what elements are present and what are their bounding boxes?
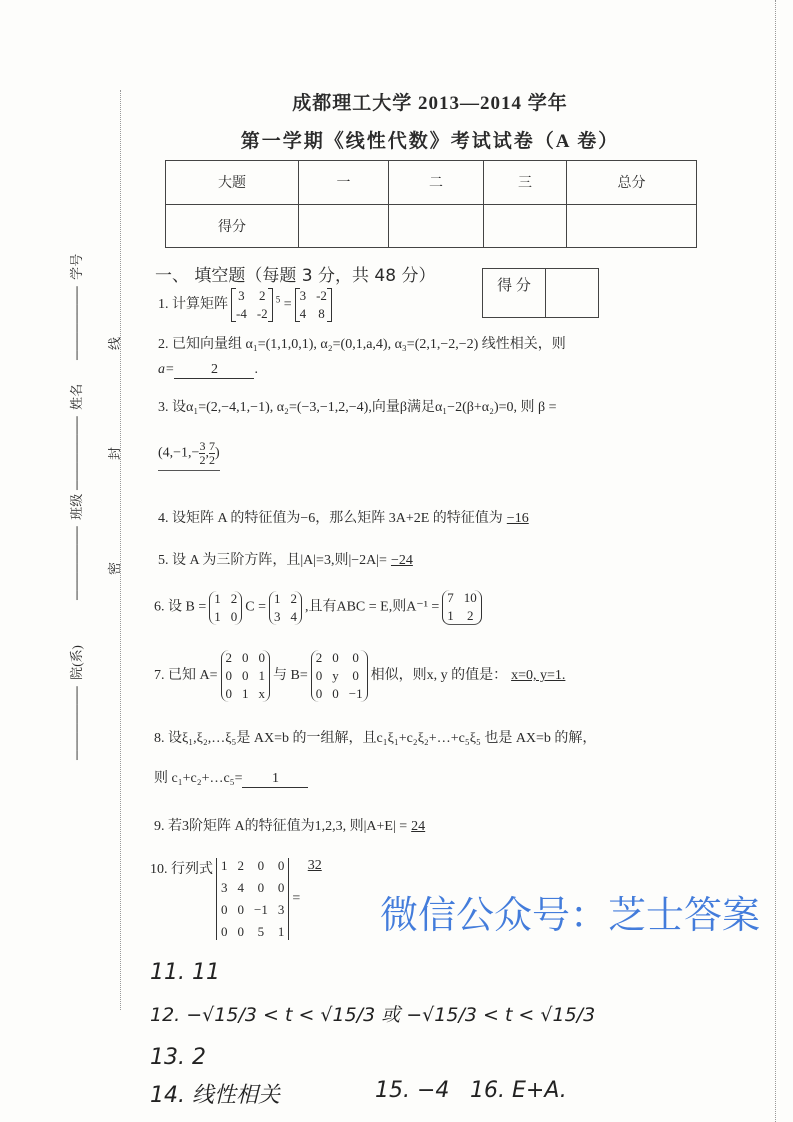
score-cell — [484, 204, 567, 248]
question-text: 10. 行列式 — [150, 862, 213, 877]
matrix-cell: 2 — [225, 650, 233, 665]
exam-title: 成都理工大学 2013—2014 学年 — [292, 93, 568, 114]
matrix-cell: 0 — [352, 650, 359, 665]
seal-label: 封 — [107, 446, 122, 460]
question-3: 3. 设α₁=(2,−4,1,−1), α₂=(−3,−1,2,−4),向量β满足α₁−2(β+α₂)=0, 则 β = — [158, 400, 557, 415]
section-score-box — [482, 268, 599, 318]
matrix-cell: 2 — [237, 858, 244, 873]
col-total: 总分 — [567, 161, 697, 205]
question-text: 7. 已知 A= — [154, 668, 218, 684]
handwritten-answer-12: 12. −√15/3 < t < √15/3 或 −√15/3 < t < √15/3 — [150, 1004, 596, 1026]
score-cell — [299, 204, 389, 248]
margin-department: ──────── 院(系) — [69, 645, 84, 760]
matrix-cell: 1 — [273, 590, 281, 606]
col-2: 二 — [389, 161, 484, 205]
numerator: 3 — [199, 439, 206, 453]
handwritten-answer-11: 11. 11 — [150, 960, 220, 985]
exponent: 5 — [275, 294, 281, 305]
answer: 24 — [411, 819, 426, 834]
question-3-answer: (4,−1,− $\frac{3}{2}$ , $\frac{7}{2}$ ) — [158, 440, 220, 471]
answer-part: ) — [214, 445, 220, 461]
matrix-cell: 0 — [315, 686, 323, 701]
matrix-cell: 0 — [277, 858, 285, 873]
matrix-cell: 3 — [299, 288, 307, 303]
matrix-cell: 1 — [242, 686, 249, 701]
matrix-cell: 0 — [332, 650, 339, 665]
seal-line-label: 线 — [107, 336, 122, 350]
matrix-cell: 0 — [332, 686, 339, 701]
matrix-cell: 1 — [214, 608, 221, 624]
matrix — [442, 590, 482, 625]
question-text: 6. 设 B = — [154, 599, 207, 615]
matrix-cell: 10 — [463, 590, 477, 605]
matrix-cell: y — [332, 668, 339, 683]
matrix-cell: 0 — [277, 880, 285, 895]
matrix-cell: 0 — [257, 858, 265, 873]
question-8: 8. 设ξ₁,ξ₂,…ξ₅是 AX=b 的一组解，且c₁ξ₁+c₂ξ₂+…+c₅ξ₅ 也是 AX=b 的解， — [154, 731, 597, 746]
matrix-cell: -2 — [256, 306, 268, 321]
col-3: 三 — [484, 161, 567, 205]
matrix-cell: 0 — [257, 880, 265, 895]
row-label: 大题 — [166, 161, 299, 205]
section-heading: 一、 填空题（每题 3 分，共 48 分） — [155, 266, 436, 286]
matrix — [295, 288, 332, 322]
question-text: 9. 若3阶矩阵 A的特征值为1,2,3, 则|A+E| = — [154, 819, 408, 834]
handwritten-answer-13: 13. 2 — [150, 1045, 206, 1070]
matrix-cell: 4 — [290, 608, 297, 624]
matrix-cell: 0 — [237, 924, 244, 939]
matrix-cell: 0 — [221, 902, 228, 917]
matrix-cell: 0 — [225, 668, 233, 683]
seal-dense-label: 密 — [107, 561, 122, 575]
question-5 — [158, 549, 417, 569]
matrix-cell: 3 — [238, 288, 245, 303]
equals: = — [292, 891, 301, 907]
question-6 — [154, 590, 485, 625]
matrix — [221, 650, 271, 702]
binding-line — [120, 90, 121, 1010]
matrix-cell: x — [258, 686, 266, 701]
matrix-cell: 3 — [221, 880, 228, 895]
matrix — [231, 288, 273, 322]
matrix — [209, 591, 242, 625]
matrix-cell: 4 — [237, 880, 244, 895]
matrix-cell: 7 — [447, 590, 454, 605]
question-text: 1. 计算矩阵 — [158, 297, 228, 313]
question-10 — [150, 858, 326, 940]
question-text: 5. 设 A 为三阶方阵，且|A|=3,则|−2A|= — [158, 553, 387, 568]
matrix-cell: 0 — [258, 650, 266, 665]
question-text: 与 B= — [273, 668, 308, 684]
answer: −24 — [390, 553, 413, 568]
margin-class: ──────── 班级 — [69, 493, 84, 600]
matrix-cell: 1 — [277, 924, 285, 939]
matrix-cell: 5 — [257, 924, 265, 939]
matrix-cell: 3 — [273, 608, 281, 624]
matrix — [311, 650, 368, 702]
question-2: 2. 已知向量组 α₁=(1,1,0,1), α₂=(0,1,a,4), α₃=(2,1,−2,−2) 线性相关，则 — [158, 337, 566, 352]
matrix-cell: 0 — [242, 650, 249, 665]
matrix-cell: 3 — [277, 902, 285, 917]
question-text: C = — [245, 599, 266, 615]
matrix-cell: 2 — [259, 288, 266, 303]
matrix-cell: 2 — [230, 590, 238, 606]
handwritten-answer-16: 16. E+A. — [470, 1078, 567, 1103]
matrix-cell: -4 — [236, 306, 247, 321]
matrix-cell: 0 — [237, 902, 244, 917]
matrix-cell: 1 — [221, 858, 228, 873]
handwritten-answer-15: 15. −4 — [375, 1078, 450, 1103]
matrix-cell: 4 — [299, 306, 307, 321]
question-1 — [158, 288, 335, 322]
matrix-cell: 2 — [290, 590, 297, 606]
question-text: 则 c₁+c₂+…c₅= — [154, 771, 243, 786]
matrix-cell: -2 — [316, 288, 327, 303]
matrix-cell: −1 — [348, 686, 363, 701]
answer: 1 — [242, 771, 308, 788]
question-2-answer: a= 2 . — [158, 362, 258, 377]
matrix-cell: 0 — [242, 668, 249, 683]
handwritten-answer-14: 14. 线性相关 — [150, 1083, 280, 1108]
answer: 2 — [174, 362, 254, 379]
denominator: 2 — [208, 453, 215, 467]
answer-part: (4,−1,− — [158, 445, 200, 461]
matrix-cell: 0 — [221, 924, 228, 939]
answer: x=0, y=1. — [511, 668, 566, 684]
score-cell — [567, 204, 697, 248]
matrix-cell: 0 — [352, 668, 359, 683]
matrix-cell: −1 — [254, 902, 268, 917]
answer: −16 — [506, 511, 529, 526]
question-text: 相似，则x, y 的值是： — [370, 668, 508, 684]
question-text: 4. 设矩阵 A 的特征值为−6，那么矩阵 3A+2E 的特征值为 — [158, 511, 503, 526]
matrix-cell: 2 — [315, 650, 323, 665]
margin-name: ──────── 姓名 — [69, 383, 84, 490]
matrix-cell: 0 — [225, 686, 233, 701]
matrix-cell: 2 — [467, 608, 474, 623]
margin-student-id: ──────── 学号 — [69, 253, 84, 360]
question-text: a= — [158, 362, 175, 377]
score-label: 得分 — [166, 204, 299, 248]
matrix — [216, 858, 289, 940]
question-4 — [158, 507, 533, 527]
matrix-cell: 0 — [315, 668, 323, 683]
answer: 32 — [307, 858, 322, 873]
matrix — [269, 591, 302, 625]
watermark: 微信公众号：芝士答案 — [380, 893, 761, 937]
col-1: 一 — [299, 161, 389, 205]
exam-subtitle: 第一学期《线性代数》考试试卷（A 卷） — [240, 131, 620, 152]
equals: = — [283, 297, 292, 313]
matrix-cell: 1 — [214, 590, 221, 606]
score-cell — [389, 204, 484, 248]
question-text: ,且有ABC = E,则A⁻¹ = — [304, 599, 440, 615]
matrix-cell: 0 — [230, 608, 238, 624]
question-7 — [154, 650, 569, 702]
denominator: 2 — [199, 453, 206, 467]
page-edge-line — [775, 0, 776, 1122]
score-box-label: 得 分 — [483, 269, 546, 317]
question-9 — [154, 815, 429, 835]
matrix-cell: 8 — [318, 306, 325, 321]
question-8-answer — [154, 767, 308, 788]
numerator: 7 — [208, 439, 215, 453]
score-table — [165, 160, 697, 248]
matrix-cell: 1 — [258, 668, 266, 683]
fraction — [199, 440, 205, 467]
matrix-cell: 1 — [447, 608, 454, 623]
